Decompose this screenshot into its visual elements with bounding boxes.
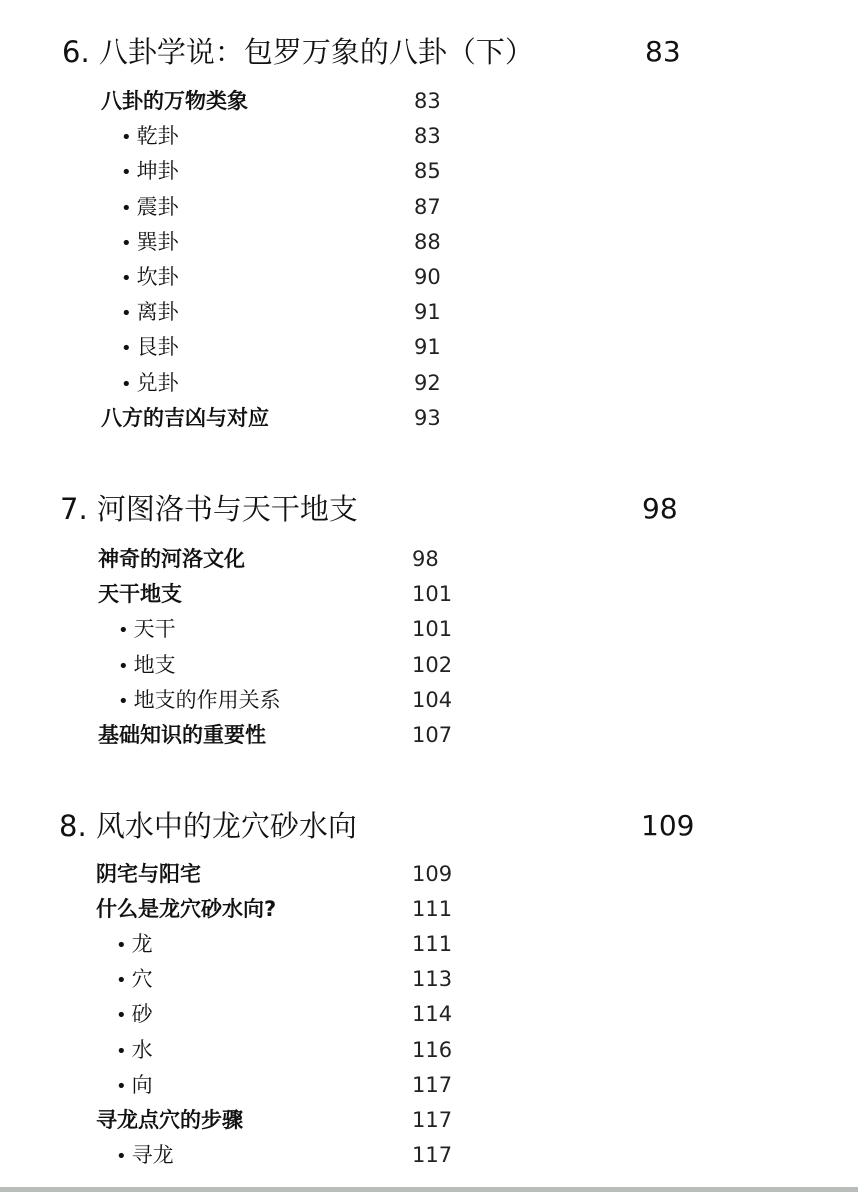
entry-page-number: 83 <box>414 124 441 149</box>
entry-page-number: 88 <box>414 229 441 254</box>
entry-label: • 砂 <box>116 998 153 1032</box>
entry-page-number: 104 <box>412 687 453 712</box>
entry-label: • 向 <box>116 1069 153 1103</box>
section-entry <box>0 402 858 434</box>
entry-label: 天干地支 <box>98 582 182 607</box>
subsection-entry <box>0 963 858 995</box>
entry-label: • 乾卦 <box>121 120 179 154</box>
chapter-title: 8. 风水中的龙穴砂水向 <box>59 809 357 843</box>
entry-label: • 水 <box>116 1034 153 1068</box>
entry-label: 基础知识的重要性 <box>98 723 266 747</box>
subsection-entry <box>0 191 858 223</box>
entry-label: 八卦的万物类象 <box>101 89 248 113</box>
entry-label: • 寻龙 <box>116 1139 174 1173</box>
entry-label: • 震卦 <box>121 191 179 225</box>
subsection-entry <box>0 613 858 645</box>
subsection-entry <box>0 331 858 363</box>
entry-page-number: 114 <box>412 1002 453 1027</box>
entry-page-number: 111 <box>412 897 453 922</box>
entry-label: 阴宅与阳宅 <box>96 862 201 886</box>
section-entry <box>0 858 858 890</box>
subsection-entry <box>0 226 858 258</box>
entry-label: 神奇的河洛文化 <box>98 547 245 571</box>
entry-label: • 巽卦 <box>121 226 179 260</box>
subsection-entry <box>0 928 858 960</box>
chapter-heading <box>0 32 858 72</box>
section-entry <box>0 1104 858 1136</box>
entry-label: • 坎卦 <box>121 261 179 295</box>
entry-page-number: 109 <box>412 862 453 886</box>
entry-page-number: 111 <box>412 932 453 957</box>
chapter-heading <box>0 806 858 846</box>
chapter-title: 7. 河图洛书与天干地支 <box>60 492 358 526</box>
section-entry <box>0 578 858 610</box>
subsection-entry <box>0 649 858 681</box>
chapter-heading <box>0 489 858 529</box>
chapter-page-number: 83 <box>645 35 681 68</box>
chapter-page-number: 109 <box>641 809 695 842</box>
section-entry <box>0 893 858 925</box>
subsection-entry <box>0 1069 858 1101</box>
entry-label: 什么是龙穴砂水向? <box>96 897 277 922</box>
section-entry <box>0 543 858 575</box>
subsection-entry <box>0 998 858 1030</box>
entry-page-number: 98 <box>412 547 439 571</box>
entry-page-number: 91 <box>414 335 441 360</box>
entry-page-number: 113 <box>412 967 453 992</box>
entry-page-number: 91 <box>414 300 441 325</box>
entry-label: • 地支的作用关系 <box>118 684 281 718</box>
entry-label: • 艮卦 <box>121 331 179 365</box>
bottom-divider <box>0 1187 858 1192</box>
entry-page-number: 92 <box>414 370 441 395</box>
entry-label: • 天干 <box>118 613 176 647</box>
subsection-entry <box>0 1034 858 1066</box>
entry-page-number: 83 <box>414 89 441 113</box>
entry-page-number: 102 <box>412 652 453 677</box>
subsection-entry <box>0 296 858 328</box>
chapter-page-number: 98 <box>642 492 678 525</box>
entry-page-number: 117 <box>412 1142 453 1167</box>
entry-page-number: 101 <box>412 617 453 642</box>
entry-label: 八方的吉凶与对应 <box>101 405 269 430</box>
section-entry <box>0 85 858 117</box>
subsection-entry <box>0 155 858 187</box>
entry-page-number: 93 <box>414 405 441 430</box>
section-entry <box>0 719 858 751</box>
chapter-title: 6. 八卦学说：包罗万象的八卦（下） <box>62 35 534 69</box>
entry-label: • 龙 <box>116 928 153 962</box>
entry-page-number: 117 <box>412 1107 453 1132</box>
entry-page-number: 87 <box>414 194 441 219</box>
entry-page-number: 117 <box>412 1072 453 1097</box>
entry-page-number: 90 <box>414 265 441 289</box>
entry-page-number: 85 <box>414 159 441 184</box>
entry-page-number: 107 <box>412 723 453 747</box>
subsection-entry <box>0 367 858 399</box>
entry-label: • 兑卦 <box>121 367 179 401</box>
subsection-entry <box>0 1139 858 1171</box>
entry-page-number: 116 <box>412 1037 453 1062</box>
entry-label: 寻龙点穴的步骤 <box>96 1107 243 1132</box>
subsection-entry <box>0 120 858 152</box>
entry-label: • 离卦 <box>121 296 179 330</box>
entry-label: • 地支 <box>118 649 176 683</box>
entry-label: • 坤卦 <box>121 155 179 189</box>
subsection-entry <box>0 684 858 716</box>
entry-label: • 穴 <box>116 963 153 997</box>
entry-page-number: 101 <box>412 582 453 607</box>
subsection-entry <box>0 261 858 293</box>
